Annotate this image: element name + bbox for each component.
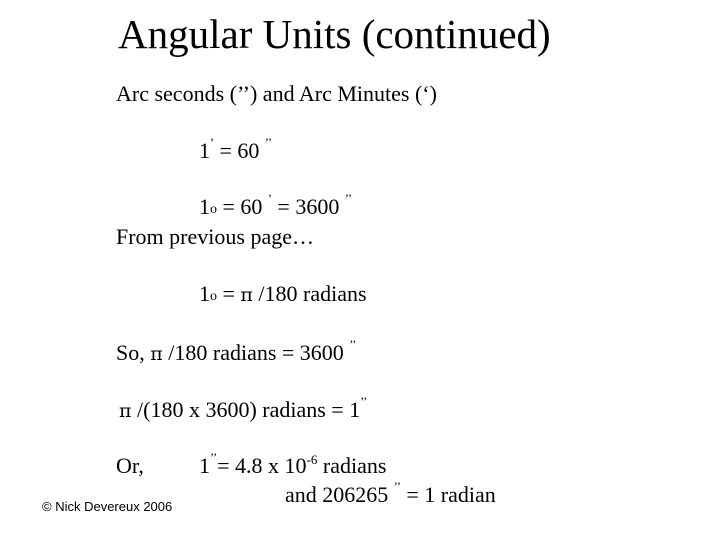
eq7-part2: = 1 radian	[400, 482, 496, 507]
double-prime-mark: ’’	[360, 394, 368, 408]
eq3-lhs: 1	[199, 281, 210, 306]
eq6-lhs: 1	[199, 453, 210, 478]
equation-one-arcsecond	[119, 394, 368, 422]
double-prime-mark: ’’	[264, 135, 273, 149]
copyright-footer: © Nick Devereux 2006	[42, 499, 173, 514]
equation-degree-to-radians	[199, 283, 367, 305]
equation-degree-to-minutes-seconds	[199, 191, 352, 219]
eq2-part2: = 3600	[271, 194, 345, 219]
eq7-part1: and 206265	[285, 482, 394, 507]
equation-arcsecond-in-radians	[199, 450, 387, 478]
eq6-part2: radians	[317, 453, 387, 478]
eq4-rest: /180 radians = 3600	[162, 340, 350, 365]
exponent: -6	[306, 452, 318, 467]
equation-so	[116, 337, 357, 365]
from-previous-page: From previous page…	[116, 224, 314, 249]
double-prime-mark: ’’	[393, 479, 401, 493]
prime-mark: ’	[210, 135, 214, 149]
equation-or-prefix: Or,	[116, 453, 144, 478]
pi-symbol: π	[119, 400, 132, 422]
prime-mark: ’	[267, 191, 272, 205]
double-prime-mark: ’’	[344, 191, 352, 205]
eq2-part1: = 60	[217, 194, 268, 219]
equation-radian-in-arcseconds	[285, 479, 496, 507]
eq3-equals: =	[217, 281, 241, 306]
double-prime-mark: ’’	[349, 337, 357, 351]
pi-symbol: π	[240, 284, 253, 306]
equation-minute-to-seconds	[199, 135, 273, 163]
eq3-rest: /180 radians	[252, 281, 367, 306]
eq2-lhs: 1	[199, 194, 210, 219]
eq1-mid: = 60	[214, 138, 265, 163]
subtitle: Arc seconds (’’) and Arc Minutes (‘)	[116, 81, 437, 106]
degree-mark: o	[210, 202, 217, 217]
slide-title: Angular Units (continued)	[118, 11, 551, 57]
eq4-prefix: So,	[116, 340, 151, 365]
eq1-lhs: 1	[199, 138, 210, 163]
double-prime-mark: ’’	[210, 450, 218, 464]
pi-symbol: π	[150, 343, 163, 365]
eq6-part1: = 4.8 x 10	[217, 453, 307, 478]
degree-mark: o	[210, 289, 217, 304]
eq5-rest: /(180 x 3600) radians = 1	[131, 397, 361, 422]
